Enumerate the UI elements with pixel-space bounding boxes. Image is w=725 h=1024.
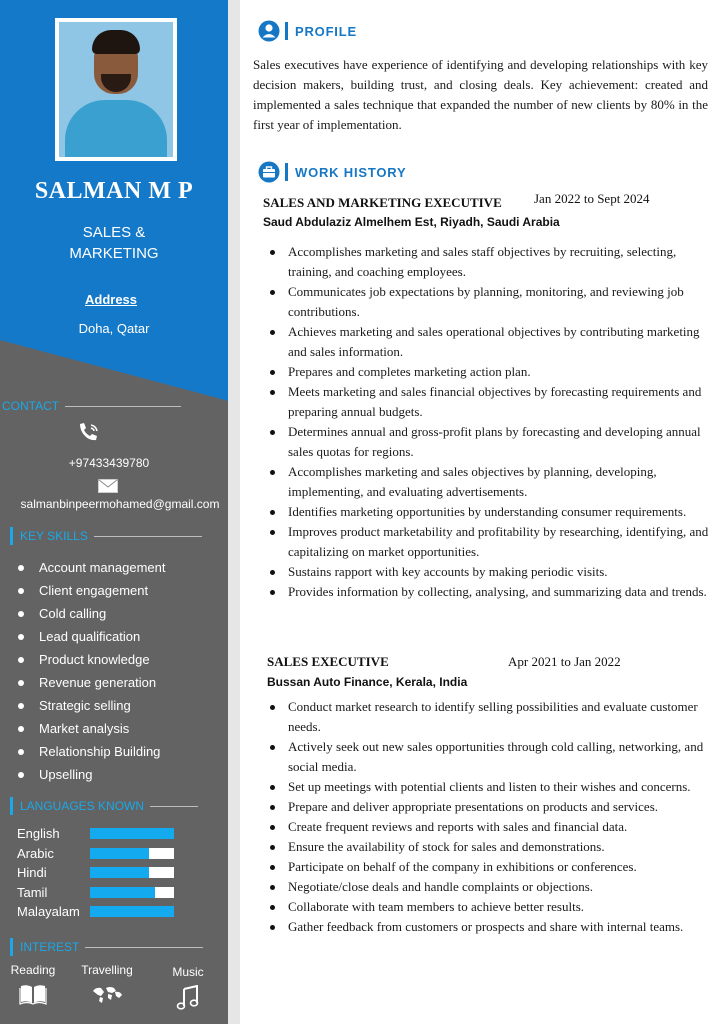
list-item: Determines annual and gross-profit plans by forecasting and developing annual sales quotas for regions. [268,422,710,462]
list-item: Conduct market research to identify selling possibilities and evaluate customer needs. [268,697,710,737]
list-item: Relationship Building [18,742,165,765]
briefcase-icon [258,161,280,183]
job-title: SALES AND MARKETING EXECUTIVE [263,195,502,210]
list-item: Achieves marketing and sales operational objectives by contributing marketing and sales information. [268,322,710,362]
language-row [17,824,174,844]
language-name: Hindi [17,865,47,881]
list-item: Create frequent reviews and reports with sales and financial data. [268,817,710,837]
interest-label: Travelling [81,963,133,977]
job-duties-list [268,697,710,937]
profile-photo [55,18,177,161]
list-item: Cold calling [18,604,165,627]
list-item: Lead qualification [18,627,165,650]
interest-heading-label: INTEREST [20,940,80,954]
skills-heading [10,527,202,545]
languages-list [17,824,174,922]
phone-icon [76,421,102,443]
role-line-1: SALES & [82,224,146,241]
job-duties-list [268,242,710,602]
language-level-bar [90,867,174,878]
address-value: Doha, Qatar [78,321,150,336]
list-item: Market analysis [18,719,165,742]
list-item: Communicates job expectations by planning, monitoring, and reviewing job contributions. [268,282,710,322]
list-item: Gather feedback from customers or prospects and share with internal teams. [268,917,710,937]
job-dates: Jan 2022 to Sept 2024 [534,191,650,206]
list-item: Accomplishes marketing and sales objectives by planning, developing, implementing, and evaluating advertisements. [268,462,710,502]
language-level-bar [90,828,174,839]
list-item: Product knowledge [18,650,165,673]
list-item: Ensure the availability of stock for sales and demonstrations. [268,837,710,857]
skills-heading-label: KEY SKILLS [20,529,88,543]
language-level-bar [90,906,174,917]
work-history-heading [258,161,406,183]
interest-travelling [72,963,142,1005]
language-name: Arabic [17,845,54,861]
language-level-bar [90,848,174,859]
interest-heading [10,938,203,956]
contact-heading-label: CONTACT [2,399,60,413]
mail-icon [98,479,118,493]
profile-summary: Sales executives have experience of identifying and developing relationships with key decision makers, building trust, and closing deals. Key achievement: created and implemented a sales technique that expanded the number of new clients by 80% in the first year of implementation. [253,57,708,132]
languages-heading-label: LANGUAGES KNOWN [20,799,145,813]
language-level-bar [90,887,174,898]
language-name: Tamil [17,884,48,900]
list-item: Provides information by collecting, analysing, and summarizing data and trends. [268,582,710,602]
list-item: Actively seek out new sales opportunities through cold calling, networking, and social media. [268,737,710,777]
list-item: Identifies marketing opportunities by understanding consumer requirements. [268,502,710,522]
list-item: Accomplishes marketing and sales staff objectives by recruiting, selecting, training, and coaching employees. [268,242,710,282]
skills-list [18,558,165,788]
list-item: Sustains rapport with key accounts by making periodic visits. [268,562,710,582]
list-item: Prepares and completes marketing action plan. [268,362,710,382]
candidate-role [0,222,228,264]
music-note-icon [175,985,201,1011]
list-item: Collaborate with team members to achieve better results. [268,897,710,917]
role-line-2: MARKETING [69,245,159,262]
language-row [17,844,174,864]
candidate-name: SALMAN M P [34,178,194,204]
phone-number[interactable]: +97433439780 [68,456,150,470]
world-map-icon [90,983,124,1005]
profile-heading [258,20,357,42]
list-item: Prepare and deliver appropriate presentations on products and services. [268,797,710,817]
sidebar-edge [228,0,240,1024]
list-item: Meets marketing and sales financial objectives by forecasting requirements and preparing annual budgets. [268,382,710,422]
book-icon [19,983,47,1005]
user-icon [258,20,280,42]
list-item: Strategic selling [18,696,165,719]
job-dates: Apr 2021 to Jan 2022 [508,654,621,669]
sidebar [0,0,240,1024]
language-name: English [17,826,60,842]
language-row [17,883,174,903]
list-item: Improves product marketability and profitability by researching, identifying, and capitalizing on market opportunities. [268,522,710,562]
language-row [17,863,174,883]
list-item: Account management [18,558,165,581]
job-title: SALES EXECUTIVE [267,654,389,669]
job-company: Bussan Auto Finance, Kerala, India [267,675,468,689]
address-label: Address [84,292,138,307]
list-item: Negotiate/close deals and handle complaints or objections. [268,877,710,897]
language-name: Malayalam [17,904,80,920]
languages-heading [10,797,198,815]
profile-heading-label: PROFILE [295,23,357,39]
contact-heading [2,399,181,413]
interest-label: Music [172,965,204,979]
interest-reading [8,963,58,1005]
list-item: Client engagement [18,581,165,604]
list-item: Revenue generation [18,673,165,696]
list-item: Set up meetings with potential clients and listen to their wishes and concerns. [268,777,710,797]
email-address[interactable]: salmanbinpeermohamed@gmail.com [20,497,220,511]
list-item: Participate on behalf of the company in exhibitions or conferences. [268,857,710,877]
list-item: Upselling [18,765,165,788]
interest-label: Reading [10,963,56,977]
language-row [17,902,174,922]
interest-music [162,965,214,1011]
job-company: Saud Abdulaziz Almelhem Est, Riyadh, Saudi Arabia [263,215,560,229]
work-history-heading-label: WORK HISTORY [295,164,407,180]
